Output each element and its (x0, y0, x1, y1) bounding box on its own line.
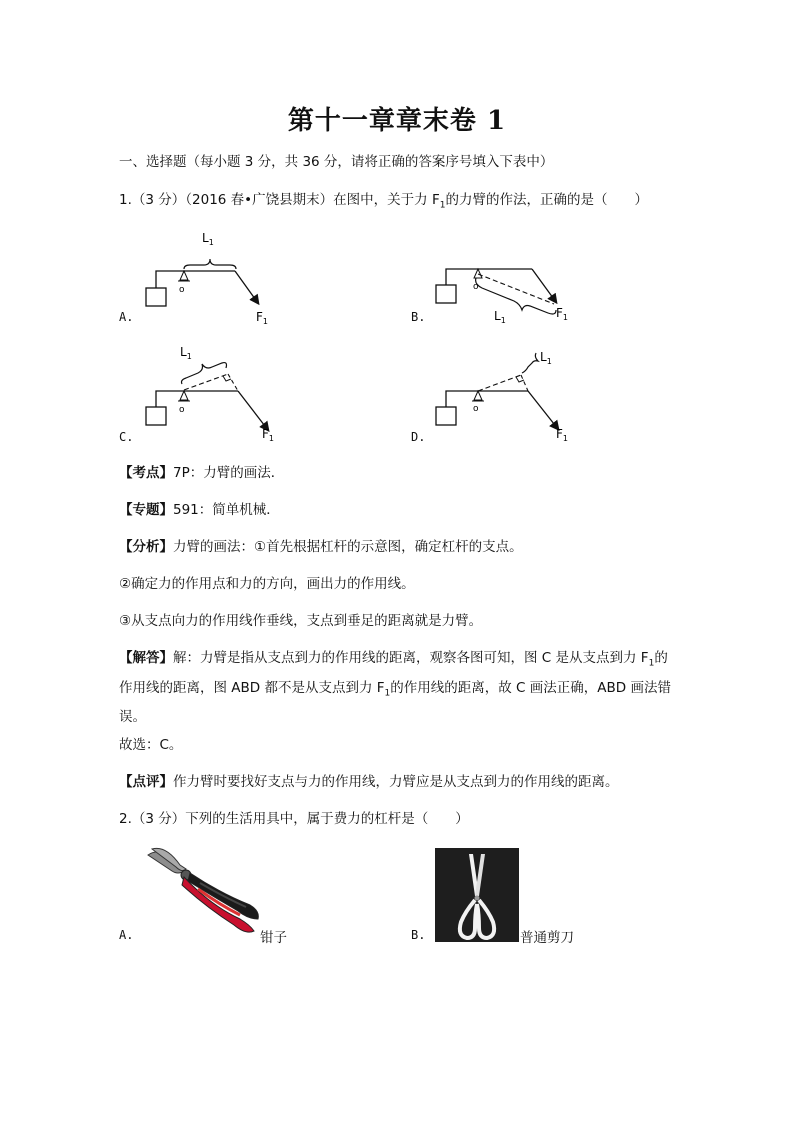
question-text: 的力臂的作法，正确的是（ ） (445, 192, 648, 208)
pivot-label: o (179, 405, 185, 415)
pivot-label: o (473, 282, 479, 292)
question-source: （2016 春•广饶县期末） (185, 192, 334, 208)
q2-option-a-label: A. (119, 928, 134, 942)
lever-diagram-b (430, 260, 590, 330)
lever-diagram-c (140, 340, 290, 450)
subscript: 1 (648, 658, 655, 669)
option-a-label: A. (119, 310, 134, 324)
lever-diagram-d (430, 345, 580, 445)
lever-diagram-a (140, 225, 280, 335)
q2-option-b-caption: 普通剪刀 (520, 930, 574, 946)
pliers-image (140, 845, 265, 940)
pivot-label: o (179, 285, 185, 295)
q2-option-a-caption: 钳子 (260, 930, 287, 946)
jieda-paragraph (119, 646, 679, 729)
page-title: 第十一章章末卷 1 (287, 106, 507, 136)
arm-label: $L_1$ (540, 350, 552, 366)
question-number: 2. (119, 811, 132, 827)
zhuanti-text: 591：简单机械． (173, 502, 280, 518)
kaodian-line (119, 463, 284, 483)
dianping-line (119, 772, 619, 792)
force-label: $F_1$ (256, 310, 268, 326)
subscript: 1 (439, 200, 446, 211)
jieda-text: 的作用线的距离，图 ABD 都不是从支点到力 F (119, 650, 668, 696)
fenxi-tag: 【分析】 (119, 539, 173, 555)
answer-line: 故选：C。 (119, 737, 183, 753)
dianping-text: 作力臂时要找好支点与力的作用线，力臂应是从支点到力的作用线的距离。 (173, 774, 619, 790)
question-1-stem (119, 190, 648, 216)
kaodian-text: 7P：力臂的画法． (173, 465, 285, 481)
jieda-text: 解：力臂是指从支点到力的作用线的距离，观察各图可知，图 C 是从支点到力 F (173, 650, 649, 666)
fenxi-step-3: ③从支点向力的作用线作垂线，支点到垂足的距离就是力臂。 (119, 613, 483, 629)
question-text: 下列的生活用具中，属于费力的杠杆是（ ） (185, 811, 469, 827)
scissors-image (435, 848, 519, 942)
zhuanti-tag: 【专题】 (119, 502, 173, 518)
option-c-label: C. (119, 430, 134, 444)
force-label: $F_1$ (556, 427, 568, 443)
fenxi-line (119, 537, 523, 557)
section-heading: 一、选择题（每小题 3 分，共 36 分，请将正确的答案序号填入下表中） (119, 154, 554, 170)
arm-label: $L_1$ (494, 309, 506, 325)
q2-option-b-label: B. (411, 928, 426, 942)
question-score: （3 分） (131, 192, 186, 208)
fenxi-text: 力臂的画法：①首先根据杠杆的示意图，确定杠杆的支点。 (173, 539, 523, 555)
option-d-label: D. (411, 430, 426, 444)
force-label: $F_1$ (556, 306, 568, 322)
arm-label: $L_1$ (180, 345, 192, 361)
question-2-stem (119, 809, 469, 829)
option-b-label: B. (411, 310, 426, 324)
fenxi-step-2: ②确定力的作用点和力的方向，画出力的作用线。 (119, 576, 415, 592)
arm-label: $L_1$ (202, 231, 214, 247)
pivot-label: o (473, 404, 479, 414)
kaodian-tag: 【考点】 (119, 465, 173, 481)
question-text: 在图中，关于力 F (333, 192, 440, 208)
zhuanti-line (119, 500, 280, 520)
question-score: （3 分） (131, 811, 186, 827)
jieda-tag: 【解答】 (119, 650, 173, 666)
dianping-tag: 【点评】 (119, 774, 173, 790)
jieda-text: 的作用线的距离，故 C 画法正确，ABD 画法错误。 (119, 679, 671, 726)
subscript: 1 (384, 688, 391, 699)
question-number: 1. (119, 192, 132, 208)
force-label: $F_1$ (262, 427, 274, 443)
